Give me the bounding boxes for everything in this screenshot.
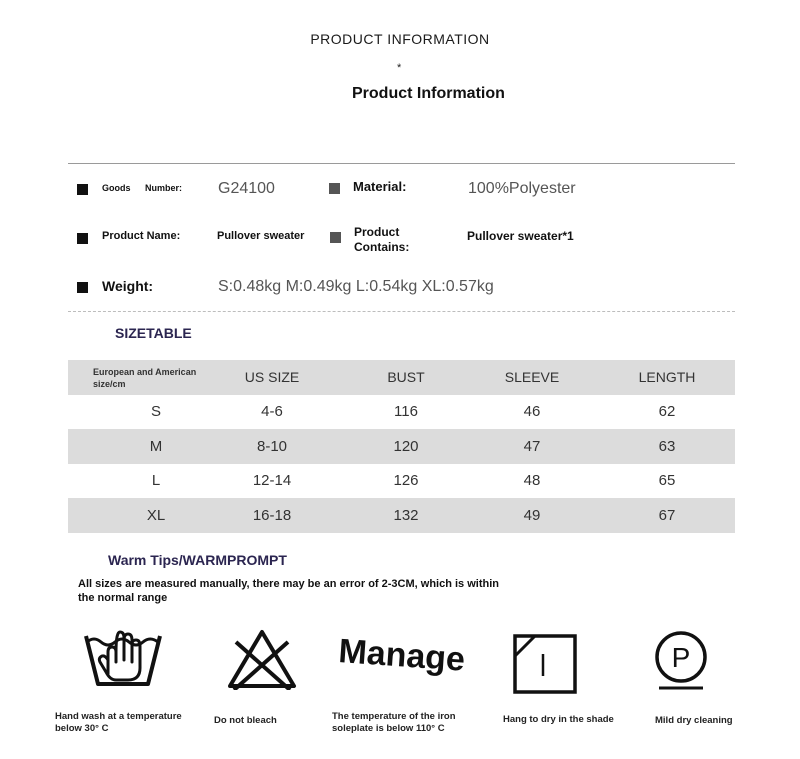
header-subtitle: Product Information (352, 85, 505, 102)
care-caption-shade-dry: Hang to dry in the shade (503, 714, 614, 725)
warm-tips-title: Warm Tips/WARMPROMPT (108, 552, 287, 568)
table-row (68, 429, 735, 464)
table-cell-sleeve: 48 (523, 472, 541, 490)
dry-in-shade-icon (513, 634, 577, 694)
table-row (68, 464, 735, 499)
contains-label: Product (354, 225, 400, 239)
material-label: Material: (353, 179, 407, 194)
table-header-sleeve: SLEEVE (504, 369, 560, 386)
table-cell-sleeve: 46 (523, 403, 541, 421)
table-row (68, 395, 735, 430)
table-cell-us-size: 16-18 (252, 506, 292, 524)
do-not-bleach-icon (226, 628, 298, 690)
care-caption-iron: The temperature of the iron soleplate is below 110° C (332, 711, 456, 734)
table-cell-size: L (151, 472, 161, 490)
contains-value: Pullover sweater*1 (467, 229, 574, 243)
bullet-weight (77, 282, 88, 293)
contains-label-2: Contains: (354, 240, 410, 254)
mid-divider (68, 311, 735, 312)
table-cell-us-size: 12-14 (252, 472, 292, 490)
table-cell-length: 62 (658, 403, 676, 421)
material-value: 100%Polyester (468, 180, 576, 197)
table-header-bust: BUST (387, 369, 425, 386)
table-cell-sleeve: 47 (523, 437, 541, 455)
iron-word: Manage (337, 632, 467, 679)
table-cell-size: XL (146, 506, 166, 524)
bullet-goods (77, 184, 88, 195)
goods-value: G24100 (218, 180, 275, 197)
table-header-length: LENGTH (638, 369, 696, 386)
table-cell-bust: 120 (393, 437, 419, 455)
header-star: * (397, 62, 402, 74)
table-cell-size: S (150, 403, 161, 421)
top-divider (68, 163, 735, 164)
product-name-label: Product Name: (102, 230, 181, 242)
header-title: PRODUCT INFORMATION (310, 31, 490, 47)
size-table-title: SIZETABLE (115, 325, 192, 341)
product-name-value: Pullover sweater (217, 230, 305, 242)
bullet-contains (330, 232, 341, 243)
table-header-us-size: US SIZE (244, 369, 300, 386)
table-cell-bust: 116 (394, 403, 418, 421)
bullet-material (329, 183, 340, 194)
table-cell-bust: 132 (393, 506, 419, 524)
care-caption-no-bleach: Do not bleach (214, 715, 277, 726)
goods-label: Goods (102, 183, 131, 193)
goods-label-number: Number: (145, 183, 183, 193)
table-cell-bust: 126 (393, 472, 419, 490)
weight-label: Weight: (102, 278, 154, 294)
iron-temperature-icon (336, 632, 472, 690)
table-cell-length: 63 (658, 437, 676, 455)
bullet-product-name (77, 233, 88, 244)
warm-tips-text: All sizes are measured manually, there may be an error of 2-3CM, which is within the normal range (78, 578, 499, 604)
table-cell-size: M (149, 437, 163, 455)
table-header-eu-size: European and American size/cm (93, 367, 197, 389)
care-caption-hand-wash: Hand wash at a temperature below 30° C (55, 711, 182, 734)
table-header-row (68, 360, 735, 395)
table-cell-length: 65 (658, 472, 676, 490)
hand-wash-icon (82, 628, 164, 690)
table-cell-us-size: 8-10 (256, 437, 288, 455)
weight-value: S:0.48kg M:0.49kg L:0.54kg XL:0.57kg (218, 278, 494, 295)
table-cell-us-size: 4-6 (261, 403, 283, 421)
svg-text:P: P (671, 642, 691, 673)
table-row (68, 498, 735, 533)
table-cell-length: 67 (658, 506, 676, 524)
mild-dry-clean-icon (652, 630, 710, 692)
care-caption-dry-clean: Mild dry cleaning (655, 715, 733, 726)
table-cell-sleeve: 49 (523, 506, 541, 524)
size-table (68, 360, 735, 533)
